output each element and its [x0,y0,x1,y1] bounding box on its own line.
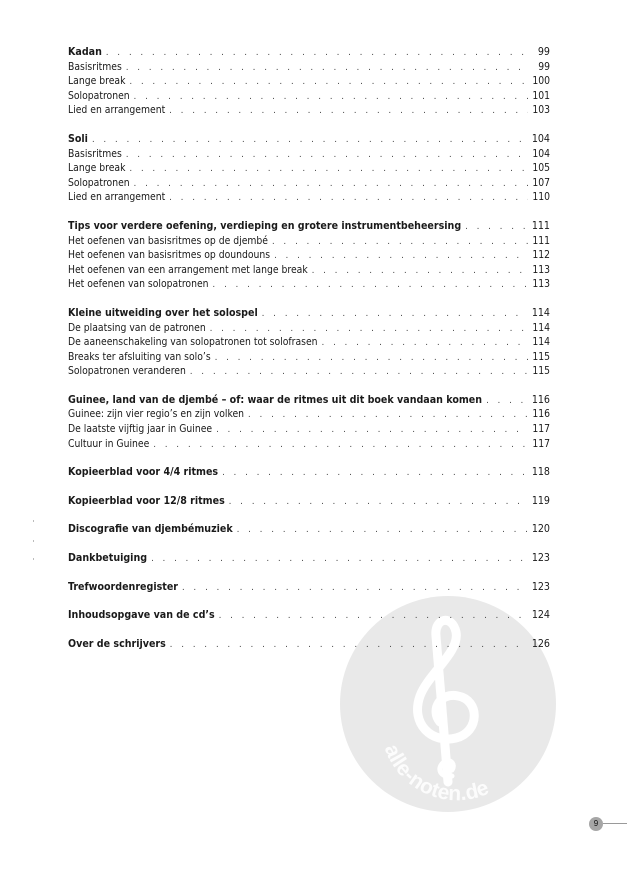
toc-subentry-title: De laatste vijftig jaar in Guinee [68,423,213,436]
dot-leader [215,351,528,366]
toc-subentry[interactable] [68,176,550,191]
toc-subentry-page: 110 [532,191,550,204]
dot-leader [170,638,528,653]
toc-subentry-page: 115 [532,350,550,363]
toc-chapter-page: 114 [531,306,550,319]
dot-leader [182,581,528,596]
toc-subentry-title: Solopatronen [68,89,130,102]
toc-chapter-page: 116 [531,393,550,406]
toc-subentry-page: 111 [532,234,550,247]
toc-chapter[interactable] [68,637,550,652]
toc-subentry-title: Solopatronen [68,176,130,189]
dot-leader [126,61,528,76]
toc-section [68,45,550,118]
toc-section [68,494,550,509]
toc-subentry-page: 112 [532,249,550,262]
dot-leader [222,466,528,481]
edge-mark [33,540,34,542]
toc-subentry[interactable] [68,190,550,205]
toc-subentry-title: Basisritmes [68,60,122,73]
toc-subentry-title: De aaneenschakeling van solopatronen tot solofrasen [68,336,318,349]
dot-leader [169,191,528,206]
toc-section [68,393,550,451]
toc-subentry-title: Lange break [68,75,126,88]
dot-leader [92,133,528,148]
dot-leader [465,220,528,235]
toc-section [68,219,550,292]
toc-subentry[interactable] [68,103,550,118]
toc-subentry-page: 105 [532,162,550,175]
toc-section [68,580,550,595]
watermark-text: alle-noten.de [379,740,493,806]
toc-subentry-title: Het oefenen van solopatronen [68,278,209,291]
dot-leader [210,322,528,337]
toc-chapter-page: 111 [531,219,550,232]
toc-subentry-page: 100 [532,75,550,88]
toc-chapter[interactable] [68,608,550,623]
toc-subentry[interactable] [68,422,550,437]
toc-subentry-page: 113 [532,278,550,291]
toc-chapter[interactable] [68,132,550,147]
toc-chapter-page: 123 [531,580,550,593]
edge-mark [33,558,34,560]
toc-subentry[interactable] [68,161,550,176]
toc-section [68,132,550,205]
toc-subentry-page: 117 [532,423,550,436]
toc-chapter-title: Kleine uitweiding over het solospel [68,306,258,319]
toc-section [68,522,550,537]
dot-leader [262,307,528,322]
toc-subentry-title: Lange break [68,162,126,175]
toc-chapter-page: 104 [531,132,550,145]
toc-chapter[interactable] [68,494,550,509]
toc-subentry[interactable] [68,234,550,249]
toc-subentry-title: Het oefenen van een arrangement met lange break [68,263,308,276]
toc-subentry-title: De plaatsing van de patronen [68,321,206,334]
toc-chapter[interactable] [68,219,550,234]
toc-section [68,551,550,566]
dot-leader [219,609,528,624]
toc-subentry-page: 103 [532,104,550,117]
dot-leader [312,264,528,279]
toc-subentry-title: Lied en arrangement [68,191,166,204]
toc-chapter-page: 118 [531,466,550,479]
toc-subentry-page: 114 [532,336,550,349]
dot-leader [248,408,528,423]
toc-subentry-page: 116 [532,408,550,421]
dot-leader [169,104,528,119]
toc-chapter-title: Kopieerblad voor 12/8 ritmes [68,494,225,507]
dot-leader [216,423,528,438]
toc-subentry-title: Guinee: zijn vier regio’s en zijn volken [68,408,245,421]
dot-leader [213,278,528,293]
toc-chapter-page: 120 [531,523,550,536]
toc-subentry[interactable] [68,437,550,452]
toc-chapter-page: 126 [531,637,550,650]
toc-chapter-title: Inhoudsopgave van de cd’s [68,609,215,622]
toc-subentry-title: Breaks ter afsluiting van solo’s [68,350,211,363]
toc-subentry-page: 101 [532,89,550,102]
toc-subentry-page: 114 [532,321,550,334]
toc-subentry[interactable] [68,407,550,422]
toc-subentry[interactable] [68,364,550,379]
toc-subentry[interactable] [68,335,550,350]
toc-chapter-title: Guinee, land van de djembé – of: waar de ritmes uit dit boek vandaan komen [68,393,483,406]
toc-subentry[interactable] [68,277,550,292]
toc-chapter-title: Over de schrijvers [68,637,166,650]
toc-chapter-title: Soli [68,132,88,145]
toc-chapter-title: Kopieerblad voor 4/4 ritmes [68,466,219,479]
toc-subentry-page: 104 [532,147,550,160]
toc-chapter[interactable] [68,45,550,60]
edge-mark [33,520,34,522]
toc-subentry-title: Het oefenen van basisritmes op doundouns [68,249,271,262]
dot-leader [322,336,528,351]
toc-subentry[interactable] [68,248,550,263]
dot-leader [134,90,528,105]
toc-section [68,306,550,379]
toc-chapter-title: Kadan [68,46,102,58]
toc-subentry-title: Solopatronen veranderen [68,365,186,378]
toc-chapter[interactable] [68,580,550,595]
toc-subentry[interactable] [68,350,550,365]
dot-leader [151,552,528,567]
dot-leader [229,495,528,510]
toc-subentry[interactable] [68,74,550,89]
table-of-contents [68,45,550,665]
toc-chapter[interactable] [68,551,550,566]
toc-section [68,637,550,652]
dot-leader [190,365,528,380]
toc-chapter-title: Tips voor verdere oefening, verdieping en grotere instrumentbeheersing [68,219,462,232]
toc-chapter-page: 123 [531,552,550,565]
toc-subentry[interactable] [68,263,550,278]
dot-leader [153,438,528,453]
toc-subentry[interactable] [68,321,550,336]
toc-chapter[interactable] [68,465,550,480]
toc-chapter-title: Trefwoordenregister [68,580,178,593]
toc-subentry-title: Lied en arrangement [68,104,166,117]
toc-subentry-title: Cultuur in Guinee [68,437,150,450]
page-number-rule [603,823,627,824]
dot-leader [129,162,528,177]
toc-section [68,465,550,480]
toc-chapter-page: 99 [537,46,550,58]
toc-chapter-title: Discografie van djembémuziek [68,523,233,536]
dot-leader [486,394,528,409]
toc-subentry-title: Het oefenen van basisritmes op de djembé [68,234,268,247]
toc-subentry-page: 107 [532,176,550,189]
toc-subentry[interactable] [68,89,550,104]
toc-chapter[interactable] [68,306,550,321]
toc-chapter-page: 119 [531,494,550,507]
toc-chapter-title: Dankbetuiging [68,552,148,565]
toc-subentry[interactable] [68,60,550,75]
toc-chapter[interactable] [68,393,550,408]
toc-chapter[interactable] [68,522,550,537]
toc-subentry-page: 113 [532,263,550,276]
dot-leader [274,249,528,264]
dot-leader [129,75,528,90]
toc-subentry-page: 99 [538,60,550,73]
dot-leader [134,177,528,192]
page-number-badge: 9 [589,817,603,831]
toc-subentry[interactable] [68,147,550,162]
dot-leader [272,235,528,250]
toc-chapter-page: 124 [531,609,550,622]
dot-leader [237,523,528,538]
dot-leader [126,148,528,163]
toc-subentry-page: 117 [532,437,550,450]
toc-subentry-title: Basisritmes [68,147,122,160]
toc-section [68,608,550,623]
toc-subentry-page: 115 [532,365,550,378]
dot-leader [106,46,528,61]
